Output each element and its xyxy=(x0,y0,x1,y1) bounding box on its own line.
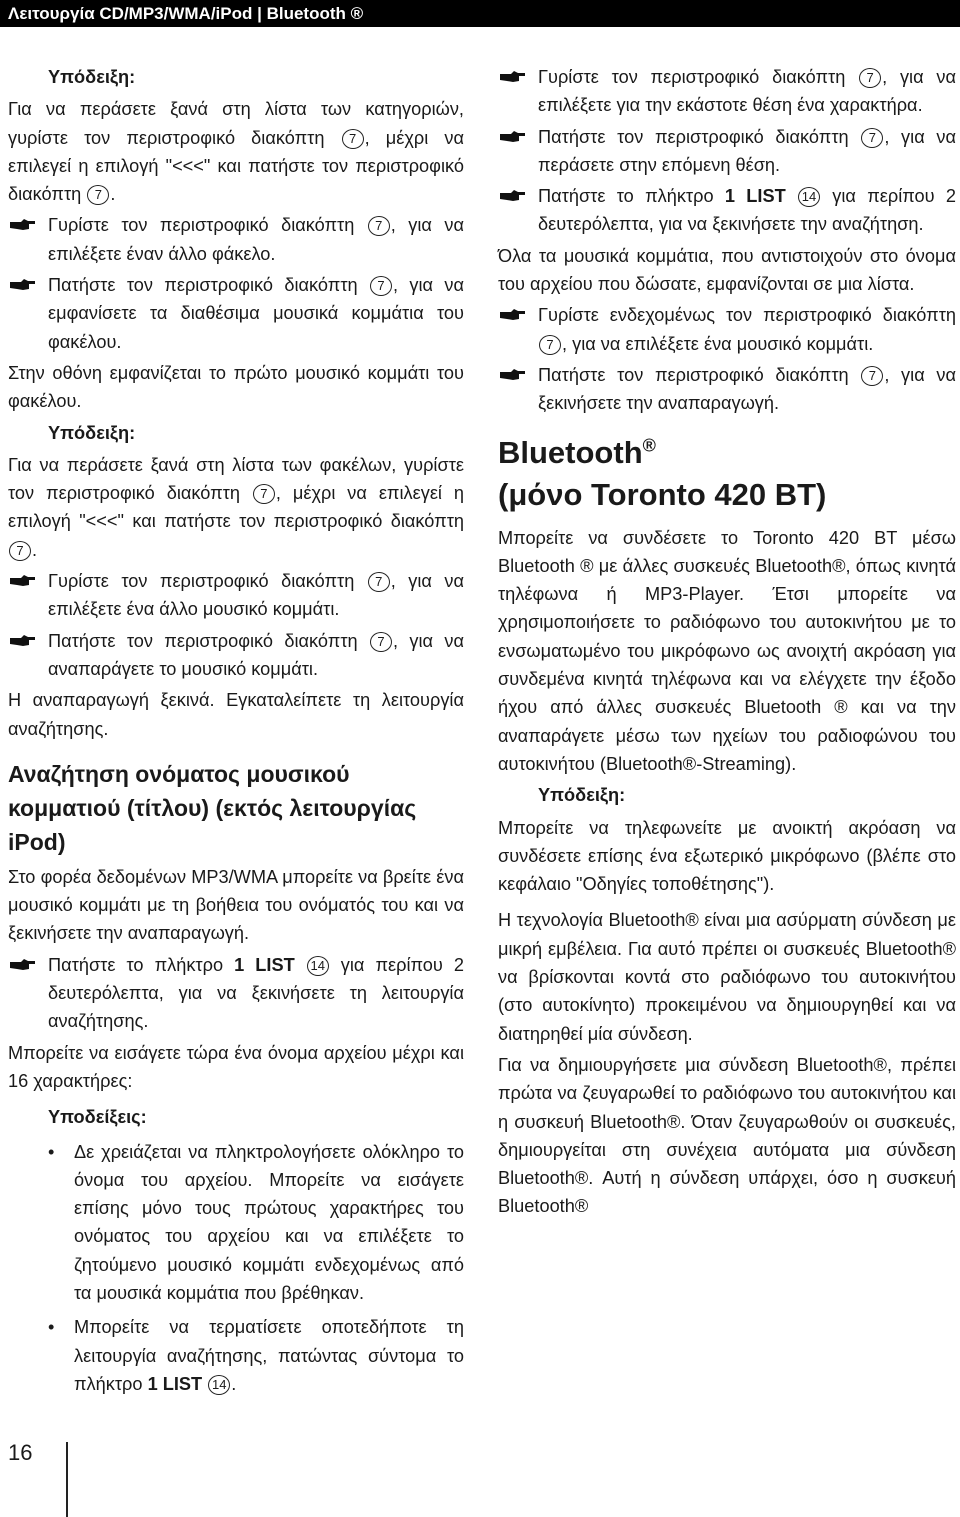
result-text: Όλα τα μουσικά κομμάτια, που αντιστοιχούν στο όνομα του αρχείου που δώσατε, εμφανίζονται σε μια λίστα. xyxy=(498,245,956,295)
knob-7-icon: 7 xyxy=(368,572,390,592)
instruction-step: Γυρίστε τον περιστροφικό διακόπτη 7 , για να επιλέξετε για την εκάστοτε θέση ένα χαρακτήρα. xyxy=(498,63,956,120)
pointing-hand-icon xyxy=(8,217,36,233)
list-item: • Μπορείτε να τερματίσετε οποτεδήποτε τη λειτουργία αναζήτησης, πατώντας σύντομα το πλήκτρο 1 LIST 14 . xyxy=(48,1313,464,1398)
result-text: Στην οθόνη εμφανίζεται το πρώτο μουσικό κομμάτι του φακέλου. xyxy=(8,362,464,412)
section-intro: Στο φορέα δεδομένων MP3/WMA μπορείτε να βρείτε ένα μουσικό κομμάτι με τη βοήθεια του ονόματός του και να ξεκινήσετε την αναπαραγωγή. xyxy=(8,866,464,944)
key-14-icon: 14 xyxy=(208,1375,230,1395)
knob-7-icon: 7 xyxy=(861,366,883,386)
knob-7-icon: 7 xyxy=(370,632,392,652)
key-14-icon: 14 xyxy=(307,956,329,976)
note-text: Για να περάσετε ξανά στη λίστα των φακέλων, γυρίστε τον περιστροφικό διακόπτη 7 , μέχρι να επιλεγεί η επιλογή "<<<" και πατήστε τον περιστροφικό διακόπτη 7 . xyxy=(8,454,464,560)
knob-7-icon: 7 xyxy=(87,185,109,205)
pointing-hand-icon xyxy=(498,129,526,145)
knob-7-icon: 7 xyxy=(253,484,275,504)
list-item: • Δε χρειάζεται να πληκτρολογήσετε ολόκληρο το όνομα του αρχείου. Μπορείτε να εισάγετε επίσης μόνο τους πρώτους χαρακτήρες του ονόματος του αρχείου και να επιλέξετε το ζητούμενο μουσικό κομμάτι ενδεχομένως από τα μουσικά κομμάτια που βρέθηκαν. xyxy=(48,1138,464,1308)
left-column xyxy=(8,60,464,1404)
page-header: Λειτουργία CD/MP3/WMA/iPod | Bluetooth ® xyxy=(0,0,960,27)
pointing-hand-icon xyxy=(498,188,526,204)
knob-7-icon: 7 xyxy=(859,68,881,88)
key-14-icon: 14 xyxy=(798,187,820,207)
instruction-step: Πατήστε το πλήκτρο 1 LIST 14 για περίπου 2 δευτερόλεπτα, για να ξεκινήσετε τη λειτουργία αναζήτησης. xyxy=(8,951,464,1036)
knob-7-icon: 7 xyxy=(370,276,392,296)
body-paragraph: Για να δημιουργήσετε μια σύνδεση Bluetooth®, πρέπει πρώτα να ζευγαρωθεί το ραδιόφωνο του αυτοκινήτου και η συσκευή Bluetooth®. Όταν ζευγαρωθούν οι συσκευές, δημιουργείται στη συνέχεια αυτόματα μια σύνδεση Bluetooth®. Αυτή η σύνδεση υπάρχει, όσο η συσκευή Bluetooth® xyxy=(498,1054,956,1217)
info-text: Μπορείτε να εισάγετε τώρα ένα όνομα αρχείου μέχρι και 16 χαρακτήρες: xyxy=(8,1042,464,1091)
body-paragraph: Η τεχνολογία Bluetooth® είναι μια ασύρματη σύνδεση με μικρή εμβέλεια. Για αυτό πρέπει οι συσκευές Bluetooth® να βρίσκονται κοντά στο ραδιόφωνο του αυτοκινήτου (στο αυτοκίνητο) προκειμένου να δημιουργηθεί και να διατηρηθεί μία σύνδεση. xyxy=(498,910,956,1044)
pointing-hand-icon xyxy=(498,69,526,85)
instruction-step: Γυρίστε τον περιστροφικό διακόπτη 7 , για να επιλέξετε ένα άλλο μουσικό κομμάτι. xyxy=(8,567,464,624)
knob-7-icon: 7 xyxy=(368,216,390,236)
instruction-step: Πατήστε τον περιστροφικό διακόπτη 7 , για να αναπαράγετε το μουσικό κομμάτι. xyxy=(8,627,464,684)
bullet-icon: • xyxy=(48,1317,55,1338)
registered-mark: ® xyxy=(642,435,656,456)
instruction-step: Πατήστε το πλήκτρο 1 LIST 14 για περίπου 2 δευτερόλεπτα, για να ξεκινήσετε την αναζήτηση. xyxy=(498,182,956,239)
list-key-label: 1 LIST xyxy=(234,954,295,975)
knob-7-icon: 7 xyxy=(861,128,883,148)
note-heading: Υπόδειξη: xyxy=(48,422,136,443)
instruction-step: Πατήστε τον περιστροφικό διακόπτη 7 , για να περάσετε στην επόμενη θέση. xyxy=(498,123,956,180)
instruction-step: Γυρίστε ενδεχομένως τον περιστροφικό διακόπτη 7 , για να επιλέξετε ένα μουσικό κομμάτι. xyxy=(498,301,956,358)
section-intro: Μπορείτε να συνδέσετε το Toronto 420 BT μέσω Bluetooth ® με άλλες συσκευές Bluetooth®, όπως κινητά τηλέφωνα ή MP3-Player. Έτσι μπορείτε να χρησιμοποιήσετε το ραδιόφωνο του αυτοκινήτου με το ενσωματωμένο του μικρόφωνο ως ανοιχτή ακρόαση για συνδεμένα κινητά τηλέφωνα και να ελέγχετε την έξοδο ήχου από άλλες συσκευές Bluetooth ® και να την αναπαράγετε μέσω των ηχείων του ραδιοφώνου του αυτοκινήτου (Bluetooth®-Streaming). xyxy=(498,527,956,774)
knob-7-icon: 7 xyxy=(539,335,561,355)
note-heading: Υπόδειξη: xyxy=(48,67,136,87)
pointing-hand-icon xyxy=(8,277,36,293)
pointing-hand-icon xyxy=(498,307,526,323)
bullet-icon: • xyxy=(48,1141,55,1162)
instruction-step: Πατήστε τον περιστροφικό διακόπτη 7 , για να εμφανίσετε τα διαθέσιμα μουσικά κομμάτια του φακέλου. xyxy=(8,271,464,356)
pointing-hand-icon xyxy=(8,633,36,649)
instruction-step: Πατήστε τον περιστροφικό διακόπτη 7 , για να ξεκινήσετε την αναπαραγωγή. xyxy=(498,361,956,418)
note-heading: Υπόδειξη: xyxy=(538,785,626,806)
pointing-hand-icon xyxy=(8,957,36,973)
knob-7-icon: 7 xyxy=(342,129,364,149)
page-number: 16 xyxy=(8,1440,33,1465)
section-title: Αναζήτηση ονόματος μουσικού κομματιού (τίτλου) (εκτός λειτουργίας iPod) xyxy=(8,760,417,855)
instruction-step: Γυρίστε τον περιστροφικό διακόπτη 7 , για να επιλέξετε έναν άλλο φάκελο. xyxy=(8,211,464,268)
pointing-hand-icon xyxy=(498,367,526,383)
list-key-label: 1 LIST xyxy=(724,186,786,207)
footer-divider xyxy=(66,1442,68,1517)
result-text: Η αναπαραγωγή ξεκινά. Εγκαταλείπετε τη λειτουργία αναζήτησης. xyxy=(8,690,464,739)
right-column xyxy=(498,60,956,1224)
bluetooth-section-title: Bluetooth® (μόνο Toronto 420 BT) xyxy=(498,434,827,512)
note-text: Για να περάσετε ξανά στη λίστα των κατηγοριών, γυρίστε τον περιστροφικό διακόπτη 7 , μέχρι να επιλεγεί η επιλογή "<<<" και πατήστε τον περιστροφικό διακόπτη 7 . xyxy=(8,99,464,205)
note-text: Μπορείτε να τηλεφωνείτε με ανοικτή ακρόαση να συνδέσετε επίσης ένα εξωτερικό μικρόφωνο (βλέπε στο κεφάλαιο "Οδηγίες τοποθέτησης"). xyxy=(498,817,956,895)
knob-7-icon: 7 xyxy=(9,541,31,561)
list-key-label: 1 LIST xyxy=(147,1373,203,1394)
pointing-hand-icon xyxy=(8,573,36,589)
notes-heading: Υποδείξεις: xyxy=(48,1107,147,1128)
